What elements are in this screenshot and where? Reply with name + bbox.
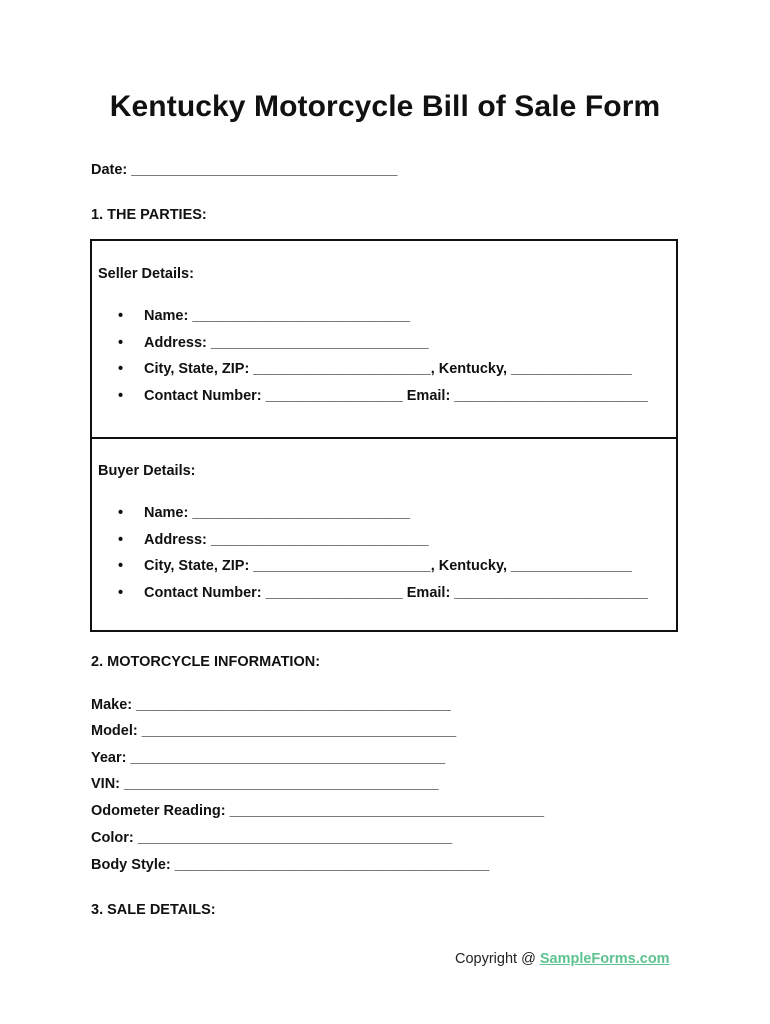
bullet-icon: • — [118, 308, 124, 324]
buyer-address-text: Address: ___________________________ — [144, 532, 429, 548]
copyright-text: Copyright @ — [455, 951, 540, 967]
odometer-field[interactable]: Odometer Reading: _______________________________________ — [91, 803, 545, 819]
seller-contact-text: Contact Number: _________________ Email: ________________________ — [144, 388, 648, 404]
parties-box — [90, 239, 678, 632]
section-motorcycle-heading: 2. MOTORCYCLE INFORMATION: — [91, 654, 321, 670]
bullet-icon: • — [118, 361, 124, 377]
seller-contact-field[interactable] — [118, 388, 648, 404]
seller-name-field[interactable] — [118, 308, 410, 324]
section-sale-heading: 3. SALE DETAILS: — [91, 902, 216, 918]
bullet-icon: • — [118, 335, 124, 351]
bullet-icon: • — [118, 388, 124, 404]
buyer-contact-field[interactable] — [118, 585, 648, 601]
body-style-field[interactable]: Body Style: _______________________________________ — [91, 857, 490, 873]
bullet-icon: • — [118, 505, 124, 521]
brand-link[interactable]: SampleForms.com — [539, 951, 670, 967]
buyer-address-field[interactable] — [118, 532, 429, 548]
buyer-details-label: Buyer Details: — [98, 463, 196, 479]
buyer-city-field[interactable] — [118, 558, 632, 574]
page-title: Kentucky Motorcycle Bill of Sale Form — [109, 90, 661, 123]
seller-city-field[interactable] — [118, 361, 632, 377]
buyer-city-text: City, State, ZIP: ______________________, Kentucky, _______________ — [144, 558, 632, 574]
seller-city-text: City, State, ZIP: ______________________, Kentucky, _______________ — [144, 361, 632, 377]
make-field[interactable]: Make: _______________________________________ — [91, 697, 451, 713]
parties-divider — [92, 437, 676, 439]
seller-address-field[interactable] — [118, 335, 429, 351]
seller-address-text: Address: ___________________________ — [144, 335, 429, 351]
section-parties-heading: 1. THE PARTIES: — [91, 207, 207, 223]
copyright-footer — [455, 951, 670, 967]
bullet-icon: • — [118, 532, 124, 548]
color-field[interactable]: Color: _______________________________________ — [91, 830, 453, 846]
buyer-name-field[interactable] — [118, 505, 410, 521]
seller-details-label: Seller Details: — [98, 266, 194, 282]
seller-name-text: Name: ___________________________ — [144, 308, 411, 324]
model-field[interactable]: Model: _______________________________________ — [91, 723, 457, 739]
date-field[interactable]: Date: _________________________________ — [91, 162, 398, 178]
vin-field[interactable]: VIN: _______________________________________ — [91, 776, 439, 792]
buyer-name-text: Name: ___________________________ — [144, 505, 411, 521]
buyer-contact-text: Contact Number: _________________ Email: ________________________ — [144, 585, 648, 601]
year-field[interactable]: Year: _______________________________________ — [91, 750, 446, 766]
bullet-icon: • — [118, 558, 124, 574]
bullet-icon: • — [118, 585, 124, 601]
